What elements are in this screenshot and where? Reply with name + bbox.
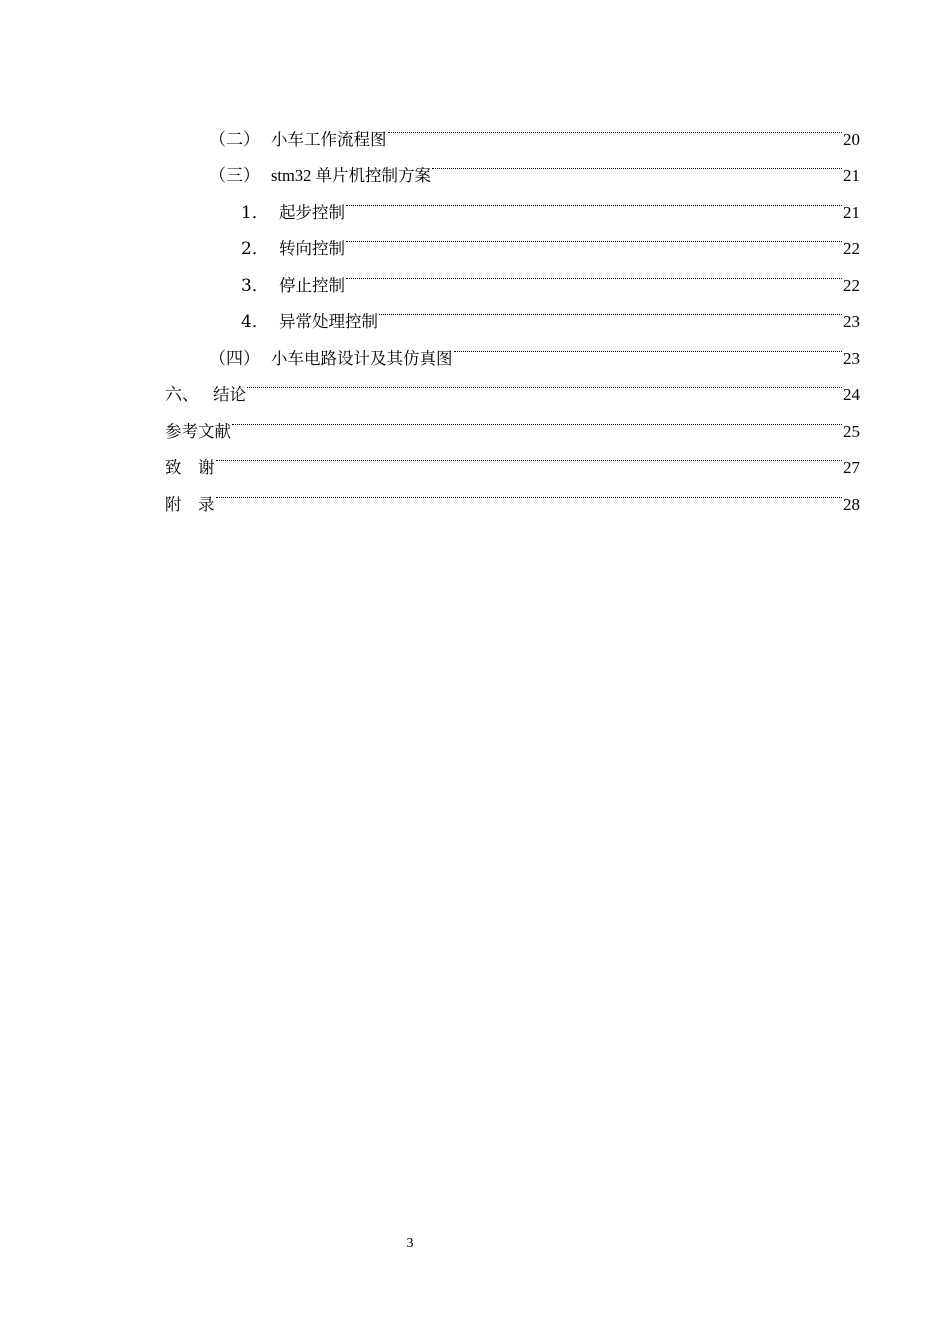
toc-entry[interactable] xyxy=(165,400,860,441)
dot-leader xyxy=(454,327,843,364)
toc-entry-page: 21 xyxy=(843,202,860,222)
toc-entry-page: 23 xyxy=(843,348,860,368)
toc-entry-title: 致 谢 xyxy=(165,458,215,477)
toc-entry-page: 22 xyxy=(843,239,860,258)
toc-entry[interactable] xyxy=(165,437,860,477)
table-of-contents xyxy=(165,108,860,514)
toc-entry-title: stm32 单片机控制方案 xyxy=(271,166,431,185)
toc-entry-number: 1． xyxy=(241,202,269,223)
toc-entry-page: 21 xyxy=(843,166,860,185)
toc-entry[interactable] xyxy=(165,364,860,405)
dot-leader xyxy=(346,254,842,291)
toc-entry-number: 六、 xyxy=(165,385,199,405)
dot-leader xyxy=(432,145,842,182)
page-number: 3 xyxy=(406,1236,414,1251)
toc-entry-number: 2． xyxy=(241,239,269,259)
toc-entry-number: （四） xyxy=(209,348,260,369)
dot-leader xyxy=(346,181,842,218)
toc-entry-title: 小车电路设计及其仿真图 xyxy=(271,348,453,368)
toc-entry-title: 参考文献 xyxy=(165,421,231,441)
toc-entry-title: 转向控制 xyxy=(279,239,345,258)
toc-entry-number: 3． xyxy=(241,275,269,296)
toc-entry-title: 附 录 xyxy=(165,494,215,514)
toc-entry-page: 28 xyxy=(843,494,860,514)
toc-entry[interactable] xyxy=(165,473,860,514)
dot-leader xyxy=(216,473,843,510)
toc-entry-page: 25 xyxy=(843,421,860,441)
toc-entry-page: 24 xyxy=(843,385,860,404)
toc-entry-page: 20 xyxy=(843,129,860,149)
dot-leader xyxy=(232,400,842,437)
toc-entry-page: 27 xyxy=(843,458,860,477)
dot-leader xyxy=(247,364,842,401)
dot-leader xyxy=(216,437,843,474)
toc-entry-number: （二） xyxy=(209,129,260,150)
toc-entry-title: 异常处理控制 xyxy=(279,312,378,331)
toc-entry-page: 22 xyxy=(843,275,860,295)
toc-entry-title: 小车工作流程图 xyxy=(271,129,387,149)
dot-leader xyxy=(346,218,842,255)
toc-entry[interactable] xyxy=(165,108,860,150)
toc-entry-page: 23 xyxy=(843,312,860,331)
toc-entry-title: 结论 xyxy=(213,385,246,404)
toc-entry-number: 4． xyxy=(241,312,269,332)
dot-leader xyxy=(379,291,842,328)
toc-entry-title: 起步控制 xyxy=(279,202,345,222)
dot-leader xyxy=(388,108,843,145)
toc-entry-title: 停止控制 xyxy=(279,275,345,295)
toc-entry-number: （三） xyxy=(209,166,260,186)
